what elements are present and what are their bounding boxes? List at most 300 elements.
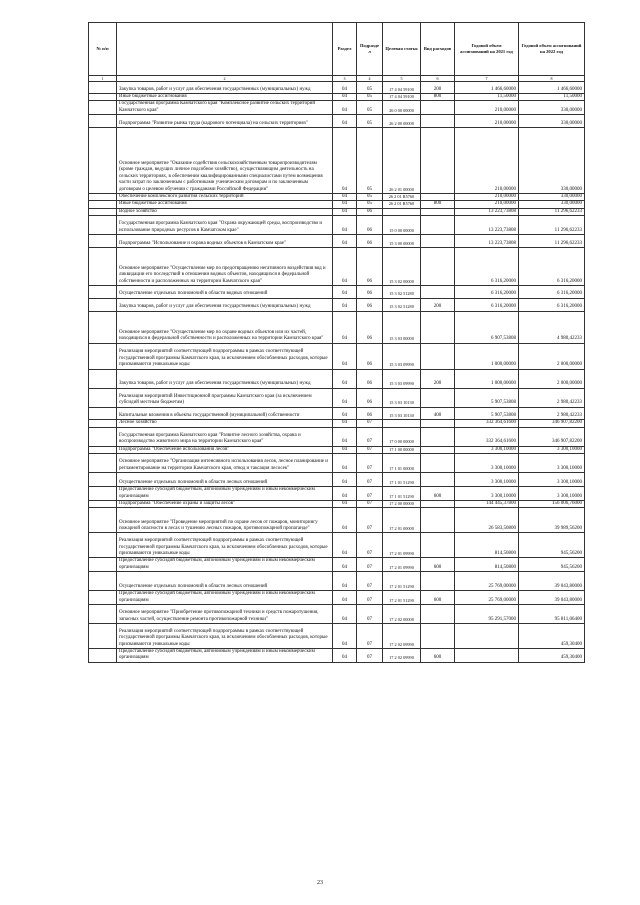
cell-section: 04	[333, 487, 357, 501]
cell-type	[421, 128, 455, 194]
cell-code: 17 1 01 00000	[383, 454, 421, 473]
cell-type: 600	[421, 591, 455, 605]
cell-type	[421, 501, 455, 508]
table-row	[89, 194, 585, 201]
table-row	[89, 298, 585, 311]
cell-sub: 06	[357, 388, 383, 407]
cell-sub: 06	[357, 235, 383, 248]
cell-name: Обеспечение комплексного развития сельских территорий	[117, 194, 333, 201]
cell-sub: 07	[357, 487, 383, 501]
cell-v1: 5 907,53808	[455, 407, 519, 420]
colnum-2: 2	[117, 76, 333, 82]
cell-code: 15 0 00 00000	[383, 216, 421, 235]
cell-code: 26 2 00 00000	[383, 115, 421, 128]
cell-type	[421, 388, 455, 407]
cell-name: Осуществление отдельных полномочий в области лесных отношений	[117, 473, 333, 487]
header-vol-2021: Годовой объем ассигнований на 2021 год	[455, 23, 519, 76]
table-row	[89, 128, 585, 194]
cell-code: 15 3 00 00000	[383, 235, 421, 248]
cell-num	[89, 427, 117, 446]
cell-sub: 06	[357, 343, 383, 369]
table-row	[89, 591, 585, 605]
cell-num	[89, 216, 117, 235]
cell-section: 04	[333, 201, 357, 208]
cell-code	[383, 420, 421, 427]
cell-type	[421, 248, 455, 286]
cell-type: 600	[421, 649, 455, 663]
cell-num	[89, 94, 117, 101]
cell-v1: 26 583,50800	[455, 508, 519, 533]
cell-name: Основное мероприятие "Осуществление мер по предотвращению негативного воздействия вод и ликвидации его последствий в отношении водных объектов, находящихся в федеральной собственности и расположенных на территории Камчатского края"	[117, 248, 333, 286]
cell-name: Подпрограмма "Использование и охрана водных объектов в Камчатском крае"	[117, 235, 333, 248]
cell-num	[89, 558, 117, 572]
table-row	[89, 605, 585, 624]
cell-name: Реализация мероприятий Инвестиционной программы Камчатского края (за исключением субсидий местным бюджетам)	[117, 388, 333, 407]
cell-v2: 6 316,20000	[519, 286, 585, 299]
cell-code: 17 2 01 51290	[383, 572, 421, 591]
cell-v1: 210,00000	[455, 194, 519, 201]
cell-v2: 11 296,62233	[519, 235, 585, 248]
table-row	[89, 208, 585, 215]
table-row	[89, 407, 585, 420]
table-row	[89, 473, 585, 487]
table-row	[89, 248, 585, 286]
page-number: 23	[317, 880, 323, 886]
cell-type: 400	[421, 407, 455, 420]
cell-sub: 05	[357, 115, 383, 128]
colnum-7: 7	[455, 76, 519, 82]
cell-code: 26 2 01 R5760	[383, 194, 421, 201]
cell-sub: 06	[357, 407, 383, 420]
cell-type	[421, 533, 455, 558]
cell-v1: 25 769,00000	[455, 591, 519, 605]
cell-v1: 6 316,20000	[455, 248, 519, 286]
header-vol-2022: Годовой объем ассигнований на 2022 год	[519, 23, 585, 76]
cell-num	[89, 388, 117, 407]
cell-code: 17 2 01 00000	[383, 508, 421, 533]
cell-name: Основное мероприятие "Проведение мероприятий по охране лесов от пожаров, мониторингу пожарной опасности в лесах и тушению лесных пожаров, противопожарной пропаганде"	[117, 508, 333, 533]
cell-v1: 6 316,20000	[455, 298, 519, 311]
table-row	[89, 94, 585, 101]
cell-num	[89, 286, 117, 299]
cell-num	[89, 208, 117, 215]
cell-name: Основное мероприятие "Оказание содействия сельскохозяйственным товаропроизводителям (кроме граждан, ведущих личное подсобное хозяйство), осуществляющим деятельность на сельских территориях, в обеспечении квалифицированными специалистами путем возмещения части затрат по заключенным с работниками ученическим договорам и по заключенным договорам о целевом обучении с гражданами Российской Федерации"	[117, 128, 333, 194]
colnum-4: 4	[357, 76, 383, 82]
cell-v2: 2 980,42233	[519, 407, 585, 420]
cell-sub: 07	[357, 572, 383, 591]
cell-v1: 3 300,10000	[455, 446, 519, 453]
table-row	[89, 311, 585, 343]
table-row	[89, 508, 585, 533]
cell-section: 04	[333, 115, 357, 128]
cell-type	[421, 605, 455, 624]
cell-name: Предоставление субсидий бюджетным, автономным учреждениям и иным некоммерческим организациям	[117, 649, 333, 663]
cell-name: Основное мероприятие "Осуществление мер по охране водных объектов или их частей, находящихся в федеральной собственности и расположенных на территории Камчатского края"	[117, 311, 333, 343]
cell-section: 04	[333, 501, 357, 508]
cell-v2: 945,56200	[519, 533, 585, 558]
cell-v1: 25 769,00000	[455, 572, 519, 591]
cell-v2: 459,30400	[519, 624, 585, 649]
budget-table	[88, 22, 585, 663]
cell-type	[421, 208, 455, 215]
cell-v2: 330,00000	[519, 115, 585, 128]
cell-v2: 346 907,82200	[519, 420, 585, 427]
cell-section: 04	[333, 235, 357, 248]
cell-num	[89, 508, 117, 533]
budget-rows	[89, 82, 585, 663]
cell-type	[421, 235, 455, 248]
cell-sub: 07	[357, 473, 383, 487]
cell-v2: 2 000,00000	[519, 343, 585, 369]
cell-v1: 210,00000	[455, 115, 519, 128]
cell-section: 04	[333, 420, 357, 427]
colnum-1: 1	[89, 76, 117, 82]
cell-code: 17 2 02 00000	[383, 605, 421, 624]
cell-v2: 11 296,62233	[519, 208, 585, 215]
table-row	[89, 201, 585, 208]
table-row	[89, 533, 585, 558]
colnum-8: 8	[519, 76, 585, 82]
cell-num	[89, 82, 117, 94]
cell-type: 800	[421, 94, 455, 101]
cell-v1: 1 000,00000	[455, 343, 519, 369]
cell-v1: 6 907,53808	[455, 311, 519, 343]
cell-v1: 1 000,00000	[455, 369, 519, 388]
cell-name: Основное мероприятие "Приобретение противопожарной техники и средств пожаротушения, запасных частей, осуществление ремонта противопожарной техники"	[117, 605, 333, 624]
cell-type	[421, 473, 455, 487]
cell-v2: 6 316,20000	[519, 248, 585, 286]
cell-section: 04	[333, 216, 357, 235]
cell-code: 17 1 00 00000	[383, 446, 421, 453]
cell-type	[421, 115, 455, 128]
cell-v2: 346 907,82200	[519, 427, 585, 446]
cell-type: 600	[421, 558, 455, 572]
cell-v1	[455, 649, 519, 663]
cell-v1: 3 300,10000	[455, 473, 519, 487]
cell-name: Лесное хозяйство	[117, 420, 333, 427]
cell-v2: 6 316,20000	[519, 298, 585, 311]
cell-type: 200	[421, 298, 455, 311]
cell-name: Подпрограмма "Развитие рынка труда (кадрового потенциала) на сельских территориях"	[117, 115, 333, 128]
cell-type: 200	[421, 369, 455, 388]
cell-name: Основное мероприятие "Организация интенсивного использования лесов, лесное планирование и регламентирование на территории Камчатского края, отвод и таксация лесосек"	[117, 454, 333, 473]
cell-type	[421, 624, 455, 649]
cell-num	[89, 311, 117, 343]
cell-section: 04	[333, 454, 357, 473]
cell-section: 04	[333, 82, 357, 94]
cell-v1: 13 223,73808	[455, 235, 519, 248]
table-row	[89, 501, 585, 508]
header-subsection: Подраздел	[357, 23, 383, 76]
cell-v2: 11 296,62233	[519, 216, 585, 235]
cell-sub: 05	[357, 201, 383, 208]
cell-num	[89, 501, 117, 508]
cell-v2: 11,50000	[519, 94, 585, 101]
cell-code: 15 3 03 00000	[383, 311, 421, 343]
cell-code: 17 4 04 59100	[383, 82, 421, 94]
cell-name: Государственная программа Камчатского края "Комплексное развитие сельских территорий Камчатского края"	[117, 101, 333, 115]
cell-code: 17 2 02 09990	[383, 649, 421, 663]
cell-type: 600	[421, 487, 455, 501]
table-row	[89, 420, 585, 427]
header-num: № п/п	[89, 23, 117, 76]
cell-num	[89, 235, 117, 248]
cell-sub: 07	[357, 624, 383, 649]
cell-sub: 05	[357, 82, 383, 94]
cell-section: 04	[333, 533, 357, 558]
cell-v1: 3 300,10000	[455, 454, 519, 473]
cell-code: 15 3 02 00000	[383, 248, 421, 286]
cell-sub: 07	[357, 591, 383, 605]
cell-name: Закупка товаров, работ и услуг для обеспечения государственных (муниципальных) нужд	[117, 82, 333, 94]
cell-sub: 06	[357, 216, 383, 235]
cell-v1: 210,00000	[455, 201, 519, 208]
cell-code: 26 2 01 R5760	[383, 201, 421, 208]
table-row	[89, 427, 585, 446]
cell-v2: 330,00000	[519, 201, 585, 208]
cell-section: 04	[333, 473, 357, 487]
table-row	[89, 235, 585, 248]
cell-code: 15 3 03 09990	[383, 343, 421, 369]
cell-num	[89, 533, 117, 558]
table-row	[89, 216, 585, 235]
cell-code: 15 3 02 51280	[383, 286, 421, 299]
cell-sub: 05	[357, 194, 383, 201]
cell-v2: 156 006,76000	[519, 501, 585, 508]
cell-code: 26 2 01 00000	[383, 128, 421, 194]
cell-name: Закупка товаров, работ и услуг для обеспечения государственных (муниципальных) нужд	[117, 369, 333, 388]
cell-section: 04	[333, 572, 357, 591]
cell-section: 04	[333, 558, 357, 572]
cell-section: 04	[333, 286, 357, 299]
table-row	[89, 487, 585, 501]
cell-sub: 07	[357, 446, 383, 453]
cell-num	[89, 591, 117, 605]
cell-code: 15 3 03 10130	[383, 388, 421, 407]
cell-v2: 459,30400	[519, 649, 585, 663]
cell-name: Предоставление субсидий бюджетным, автономным учреждениям и иным некоммерческим организациям	[117, 591, 333, 605]
cell-num	[89, 487, 117, 501]
cell-sub: 06	[357, 208, 383, 215]
cell-v2: 39 043,80000	[519, 591, 585, 605]
cell-v2: 2 000,00000	[519, 369, 585, 388]
cell-code: 17 2 02 09990	[383, 624, 421, 649]
cell-name: Капитальные вложения в объекты государственной (муниципальной) собственности	[117, 407, 333, 420]
budget-table-sheet	[88, 22, 584, 663]
cell-code: 17 4 04 59100	[383, 94, 421, 101]
cell-v1: 13 223,73808	[455, 208, 519, 215]
cell-section: 04	[333, 427, 357, 446]
cell-section: 04	[333, 407, 357, 420]
table-row	[89, 624, 585, 649]
cell-type	[421, 286, 455, 299]
cell-code: 17 2 01 51290	[383, 591, 421, 605]
cell-sub: 07	[357, 420, 383, 427]
cell-sub: 07	[357, 427, 383, 446]
cell-section: 04	[333, 508, 357, 533]
table-row	[89, 558, 585, 572]
cell-num	[89, 115, 117, 128]
cell-v2: 330,00000	[519, 194, 585, 201]
cell-sub: 07	[357, 649, 383, 663]
cell-v2: 3 300,10000	[519, 487, 585, 501]
table-row	[89, 82, 585, 94]
table-row	[89, 115, 585, 128]
table-row	[89, 286, 585, 299]
cell-sub: 05	[357, 94, 383, 101]
cell-v2: 39 989,56200	[519, 508, 585, 533]
cell-type	[421, 101, 455, 115]
cell-type	[421, 216, 455, 235]
cell-num	[89, 420, 117, 427]
cell-num	[89, 343, 117, 369]
cell-num	[89, 649, 117, 663]
table-row	[89, 572, 585, 591]
cell-section: 04	[333, 194, 357, 201]
cell-num	[89, 407, 117, 420]
cell-code: 17 2 01 09990	[383, 558, 421, 572]
colnum-6: 6	[421, 76, 455, 82]
cell-code: 26 0 00 00000	[383, 101, 421, 115]
cell-name: Государственная программа Камчатского края "Развитие лесного хозяйства, охрана и воспроизводство животного мира на территории Камчатского края"	[117, 427, 333, 446]
table-row	[89, 369, 585, 388]
cell-section: 04	[333, 624, 357, 649]
cell-code: 17 2 00 00000	[383, 501, 421, 508]
cell-num	[89, 369, 117, 388]
cell-code: 15 3 03 10130	[383, 407, 421, 420]
cell-v2: 4 980,42233	[519, 311, 585, 343]
cell-code: 17 2 01 09990	[383, 533, 421, 558]
cell-v2: 3 300,10000	[519, 473, 585, 487]
cell-v1: 13 223,73808	[455, 216, 519, 235]
cell-v1: 332 364,61600	[455, 420, 519, 427]
cell-type	[421, 454, 455, 473]
cell-v2: 2 980,42233	[519, 388, 585, 407]
header-expense-type: Вид расходов	[421, 23, 455, 76]
colnum-5: 5	[383, 76, 421, 82]
table-row	[89, 446, 585, 453]
cell-sub: 06	[357, 286, 383, 299]
table-row	[89, 343, 585, 369]
cell-num	[89, 201, 117, 208]
cell-name: Водное хозяйство	[117, 208, 333, 215]
cell-name: Закупка товаров, работ и услуг для обеспечения государственных (муниципальных) нужд	[117, 298, 333, 311]
cell-section: 04	[333, 343, 357, 369]
cell-type	[421, 572, 455, 591]
cell-name: Реализация мероприятий соответствующей подпрограммы в рамках соответствующей государственной программы Камчатского края, за исключением обособленных расходов, которые присваиваются уникальные коды	[117, 343, 333, 369]
cell-type	[421, 311, 455, 343]
cell-name: Государственная программа Камчатского края "Охрана окружающей среды, воспроизводство и использование природных ресурсов в Камчатском крае"	[117, 216, 333, 235]
cell-sub: 07	[357, 501, 383, 508]
cell-name: Подпрограмма "Обеспечение использования лесов"	[117, 446, 333, 453]
cell-v1: 3 300,10000	[455, 487, 519, 501]
cell-type	[421, 343, 455, 369]
cell-num	[89, 454, 117, 473]
cell-name: Предоставление субсидий бюджетным, автономным учреждениям и иным некоммерческим организациям	[117, 487, 333, 501]
cell-code: 17 0 00 00000	[383, 427, 421, 446]
cell-num	[89, 572, 117, 591]
cell-v1: 6 316,20000	[455, 286, 519, 299]
cell-section: 04	[333, 208, 357, 215]
header-section: Раздел	[333, 23, 357, 76]
cell-name: Предоставление субсидий бюджетным, автономным учреждениям и иным некоммерческим организациям	[117, 558, 333, 572]
cell-num	[89, 473, 117, 487]
cell-v1: 210,00000	[455, 128, 519, 194]
cell-sub: 07	[357, 508, 383, 533]
cell-section: 04	[333, 605, 357, 624]
cell-sub: 06	[357, 311, 383, 343]
cell-v2: 330,00000	[519, 128, 585, 194]
cell-sub: 07	[357, 533, 383, 558]
cell-section: 04	[333, 128, 357, 194]
cell-section: 04	[333, 369, 357, 388]
cell-sub: 06	[357, 298, 383, 311]
cell-section: 04	[333, 649, 357, 663]
table-row	[89, 649, 585, 663]
cell-section: 04	[333, 388, 357, 407]
cell-v1	[455, 624, 519, 649]
cell-name: Реализация мероприятий соответствующей подпрограммы в рамках соответствующей государственной программы Камчатского края, за исключением обособленных расходов, которые присваиваются уникальные коды	[117, 624, 333, 649]
cell-v1: 332 364,61600	[455, 427, 519, 446]
header-row	[89, 23, 585, 76]
header-name	[117, 23, 333, 76]
cell-num	[89, 194, 117, 201]
cell-section: 04	[333, 591, 357, 605]
table-row	[89, 388, 585, 407]
cell-type	[421, 194, 455, 201]
cell-v2: 330,00000	[519, 101, 585, 115]
cell-num	[89, 446, 117, 453]
cell-v2: 95 811,06400	[519, 605, 585, 624]
cell-type	[421, 446, 455, 453]
cell-sub: 07	[357, 454, 383, 473]
cell-code: 15 3 02 51280	[383, 298, 421, 311]
cell-v1: 5 907,53808	[455, 388, 519, 407]
cell-sub: 05	[357, 101, 383, 115]
cell-num	[89, 605, 117, 624]
header-target: Целевая статья	[383, 23, 421, 76]
cell-v2: 945,56200	[519, 558, 585, 572]
cell-section: 04	[333, 311, 357, 343]
cell-v1: 95 291,57000	[455, 605, 519, 624]
cell-num	[89, 101, 117, 115]
cell-sub: 07	[357, 558, 383, 572]
cell-v1: 814,50800	[455, 533, 519, 558]
cell-sub: 07	[357, 605, 383, 624]
cell-name: Иные бюджетные ассигнования	[117, 201, 333, 208]
cell-v1: 11,50000	[455, 94, 519, 101]
cell-v2: 39 043,80000	[519, 572, 585, 591]
table-row	[89, 454, 585, 473]
cell-v1: 814,50800	[455, 558, 519, 572]
cell-name: Иные бюджетные ассигнования	[117, 94, 333, 101]
cell-type	[421, 508, 455, 533]
cell-type: 800	[421, 201, 455, 208]
cell-name: Реализация мероприятий соответствующей подпрограммы в рамках соответствующей государственной программы Камчатского края, за исключением обособленных расходов, которые присваиваются уникальные коды	[117, 533, 333, 558]
cell-type	[421, 420, 455, 427]
cell-code: 17 1 01 51290	[383, 487, 421, 501]
cell-name: Подпрограмма "Обеспечение охраны и защиты лесов"	[117, 501, 333, 508]
cell-num	[89, 128, 117, 194]
cell-num	[89, 248, 117, 286]
cell-v2: 1 466,60000	[519, 82, 585, 94]
cell-sub: 05	[357, 128, 383, 194]
cell-section: 04	[333, 446, 357, 453]
cell-code	[383, 208, 421, 215]
cell-code: 17 1 01 51290	[383, 473, 421, 487]
cell-section: 04	[333, 248, 357, 286]
cell-num	[89, 298, 117, 311]
